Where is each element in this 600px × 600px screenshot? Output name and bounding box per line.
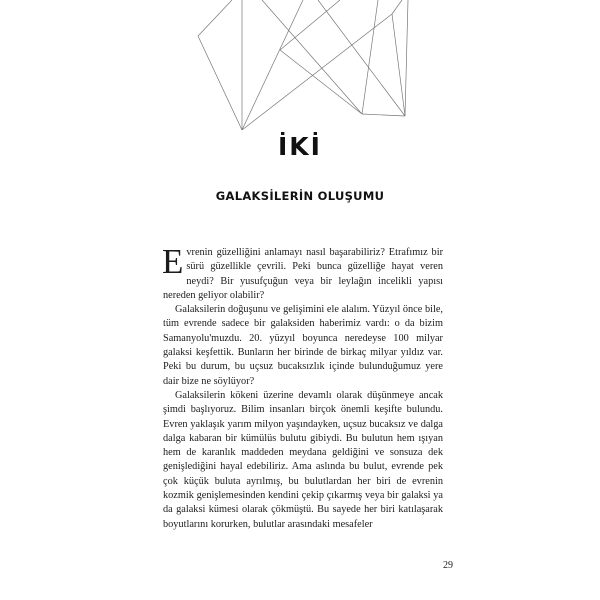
chapter-number: İKİ (278, 132, 322, 161)
decor-line (280, 50, 362, 114)
decor-line (242, 0, 303, 130)
decor-line (198, 36, 242, 130)
paragraph: Galaksilerin kökeni üzerine devamlı olarak düşünmeye ancak şimdi başlıyoruz. Bilim insanları birçok önemli keşifte bulundu. Evren yaklaşık yarım milyon yaşındayken, uçsuz bucaksız ve dalga dalga kabaran bir kümülüs bulutu gibiydi. Bu bulutun hem ışıyan hem de karanlık maddeden meydana geldiğini ve sonsuza dek genişlediğini hayal edebiliriz. Ama aslında bu bulut, evrende pek çok küçük buluta ayrılmış, bu bulutlardan her biri de evrenin kozmik genişlemesinden kendini çekip çıkarmış veya bir galaksi ya da galaksi kümesi olarak çökmüştü. Bu sayede her biri katılaşarak boyutlarını korurken, bulutlar arasındaki mesafeler (163, 389, 443, 530)
decor-line (318, 0, 405, 116)
decor-line (262, 0, 362, 114)
decor-line (362, 114, 405, 116)
body-text (162, 242, 443, 532)
decor-line (242, 14, 392, 130)
paragraph: Galaksilerin doğuşunu ve gelişimini ele alalım. Yüzyıl önce bile, tüm evrende sadece bir galaksiden haberimiz vardı: o da bizim Samanyolu'muzdu. 20. yüzyıl boyunca neredeyse 100 milyar galaksi keşfettik. Bunların her birinde de birkaç milyar yıldız var. Peki bu durum, bu uçsuz bucaksızlık içinde bulunduğumuz yere dair bize ne söylüyor? (163, 304, 443, 387)
paragraph-text: vrenin güzelliğini anlamayı nasıl başarabiliriz? Etrafımız bir sürü güzellikle çevrili. Peki bunca güzelliğe hayat veren neydi? Bir yusufçuğun veya bir leylağın incelikli yapısı nereden geliyor olabilir? (163, 247, 443, 301)
drop-cap: E (162, 242, 184, 281)
decor-line (362, 0, 378, 114)
chapter-title: GALAKSİLERİN OLUŞUMU (215, 189, 385, 203)
decor-line (405, 0, 408, 116)
page-number: 29 (443, 560, 453, 571)
decor-line (280, 0, 340, 50)
decor-line (198, 0, 232, 36)
paragraph (162, 242, 443, 303)
decor-line (392, 0, 402, 14)
